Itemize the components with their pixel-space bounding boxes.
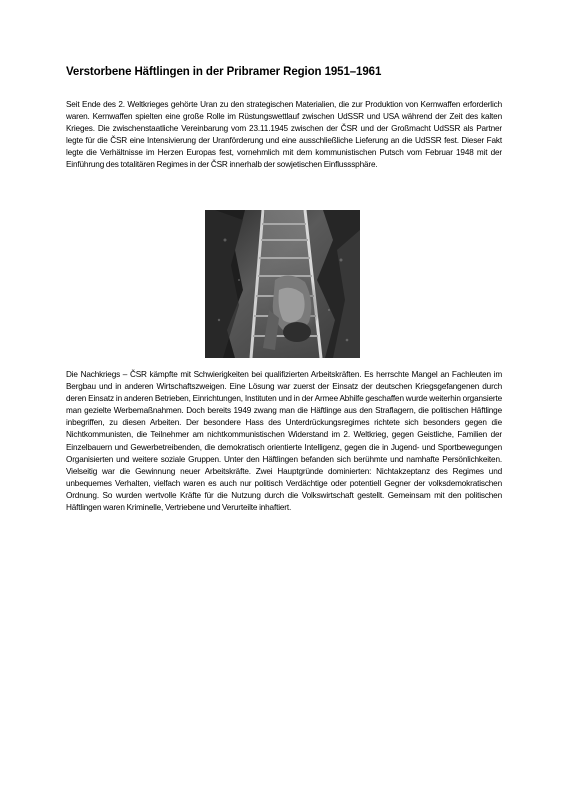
mine-shaft-photo-image — [205, 210, 360, 358]
main-paragraph: Die Nachkriegs – ČSR kämpfte mit Schwierigkeiten bei qualifizierten Arbeitskräften. Es herrschte Mangel an Fachleuten im Bergbau und in anderen Wirtschaftszweigen. Eine Lösung war zuerst der Einsatz der deutschen Kriegsgefangenen durch deren Einsatz in anderen Betrieben, Einrichtungen, Instituten und in der Armee Abhilfe geschaffen wurde weiterhin organsierte man gezielte Werbemaßnahmen. Doch bereits 1949 zwang man die Häftlinge aus den Straflagern, die politischen Häftlinge inbegriffen, zu diesen Arbeiten. Der besondere Hass des Unterdrückungsregimes richtete sich besonders gegen die Nichtkommunisten, die Teilnehmer am nichtkommunistischen Widerstand im 2. Weltkrieg, gegen Geistliche, Familien der Einzelbauern und Gewerbetreibenden, die demokratisch orientierte Intelligenz, gegen die in Jugend- und Sportbewegungen Organisierten und weitere soziale Gruppen. Unter den Häftlingen befanden sich berühmte und namhafte Persönlichkeiten. Vielseitig war die Gewinnung neuer Arbeitskräfte. Zwei Hauptgründe dominierten: Nichtakzeptanz des Regimes und unbequemes Verhalten, vielfach waren es auch nur politisch Verdächtige oder potentiell Gegner der volksdemokratischen Ordnung. So wurden wertvolle Kräfte für die Nutzung durch die Volkswirtschaft gestellt. Gemeinsam mit den politischen Häftlingen waren Kriminelle, Vertriebene und Verurteilte inhaftiert. — [66, 370, 502, 513]
document-title: Verstorbene Häftlingen in der Pribramer Region 1951–1961 — [66, 66, 382, 78]
mine-shaft-photo — [205, 210, 360, 358]
intro-paragraph: Seit Ende des 2. Weltkrieges gehörte Uran zu den strategischen Materialien, die zur Produktion von Kernwaffen erforderlich waren. Kernwaffen spielten eine große Rolle im Rüstungswettlauf zwischen UdSSR und USA während der Zeit des kalten Krieges. Die zwischenstaatliche Vereinbarung vom 23.11.1945 zwischen der ČSR und der Großmacht UdSSR als Partner legte für die ČSR eine Intensivierung der Uranförderung und eine ausschließliche Lieferung an die UdSSR fest. Dieser Fakt legte die Verhältnisse im Herzen Europas fest, vornehmlich mit dem kommunistischen Putsch vom Februar 1948 mit der Einführung des totalitären Regimes in der ČSR innerhalb der sowjetischen Einflusssphäre. — [66, 100, 502, 170]
